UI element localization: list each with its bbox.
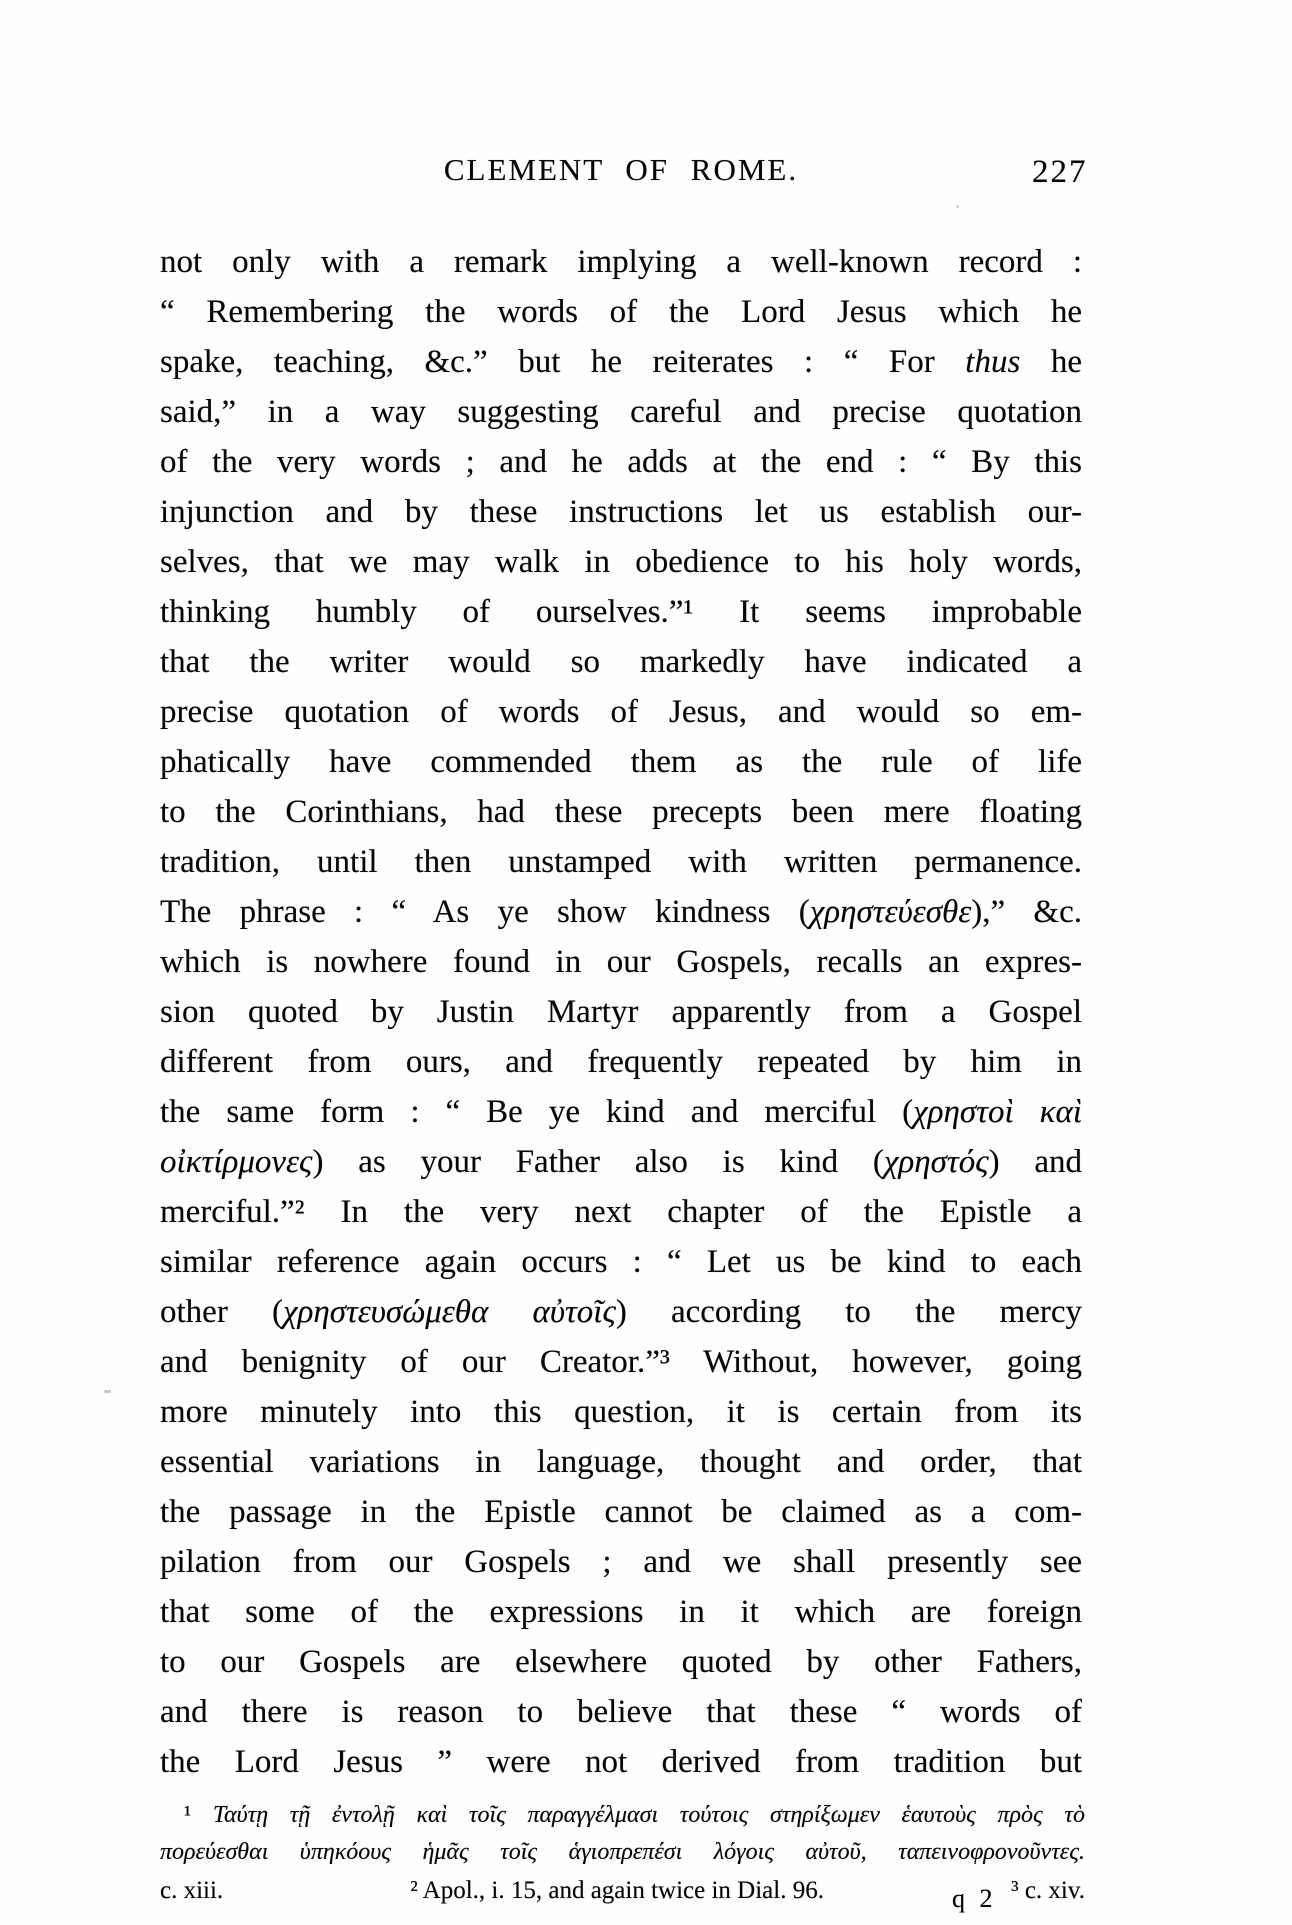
text-line: essential variations in language, thought and order, that [160,1444,1082,1480]
footnote-line: πορεύεσθαι ὑπηκόους ἡμᾶς τοῖς ἁγιοπρεπέσι λόγοις αὐτοῦ, ταπεινοφρονοῦντες. [160,1839,1085,1865]
text-line: thinking humbly of ourselves.”¹ It seems improbable [160,594,1082,630]
text-line: which is nowhere found in our Gospels, recalls an expres- [160,944,1082,980]
footnote-refs [160,1875,1085,1907]
text-line: other (χρηστευσώμεθα αὐτοῖς) according to the mercy [160,1294,1083,1330]
text-line: different from ours, and frequently repeated by him in [160,1044,1082,1080]
text-line: precise quotation of words of Jesus, and would so em- [160,694,1082,730]
text-line: sion quoted by Justin Martyr apparently from a Gospel [160,994,1082,1030]
footnote-ref-1: c. xiii. [160,1877,224,1904]
text-line: οἰκτίρμονες) as your Father also is kind (χρηστός) and [160,1144,1082,1180]
text-line: that the writer would so markedly have indicated a [160,644,1082,680]
text-line: similar reference again occurs : “ Let us be kind to each [160,1244,1082,1280]
text-line: phatically have commended them as the rule of life [160,744,1082,780]
text-line: spake, teaching, &c.” but he reiterates : “ For thus he [160,344,1082,380]
text-line: to the Corinthians, had these precepts been mere floating [160,794,1082,830]
text-line: more minutely into this question, it is certain from its [160,1394,1082,1430]
text-line: selves, that we may walk in obedience to his holy words, [160,544,1082,580]
text-line: the Lord Jesus ” were not derived from tradition but [160,1744,1082,1780]
page-number: 227 [1032,154,1088,190]
footnote-ref-2: ² Apol., i. 15, and again twice in Dial. 96. [410,1877,824,1904]
text-line: pilation from our Gospels ; and we shall presently see [160,1544,1082,1580]
text-line: injunction and by these instructions let us establish our- [160,494,1082,530]
footnote-line: ¹ Ταύτῃ τῇ ἐντολῇ καὶ τοῖς παραγγέλμασι τούτοις στηρίξωμεν ἑαυτοὺς πρὸς τὸ [184,1802,1085,1828]
footnote-greek [160,1797,1085,1871]
signature-mark: q 2 [952,1884,997,1913]
text-line: of the very words ; and he adds at the end : “ By this [160,444,1082,480]
text-line: tradition, until then unstamped with written permanence. [160,844,1082,880]
text-line: The phrase : “ As ye show kindness (χρηστεύεσθε),” &c. [160,894,1082,930]
footnote-ref-3: ³ c. xiv. [1011,1877,1085,1904]
text-line: that some of the expressions in it which are foreign [160,1594,1082,1630]
text-line: said,” in a way suggesting careful and precise quotation [160,394,1082,430]
page-header [160,152,1088,200]
text-line: and benignity of our Creator.”³ Without, however, going [160,1344,1082,1380]
text-line: the passage in the Epistle cannot be claimed as a com- [160,1494,1082,1530]
text-line: to our Gospels are elsewhere quoted by other Fathers, [160,1644,1082,1680]
text-line: not only with a remark implying a well-known record : [160,244,1082,280]
text-line: merciful.”² In the very next chapter of the Epistle a [160,1194,1082,1230]
body-text [160,237,1082,1787]
text-line: and there is reason to believe that these “ words of [160,1694,1082,1730]
running-title: CLEMENT OF ROME. [443,152,799,187]
footnotes [160,1797,1085,1907]
text-line: “ Remembering the words of the Lord Jesus which he [160,294,1082,330]
scan-speck [104,1390,111,1393]
text-line: the same form : “ Be ye kind and merciful (χρηστοὶ καὶ [160,1094,1082,1130]
scan-speck [956,205,959,208]
